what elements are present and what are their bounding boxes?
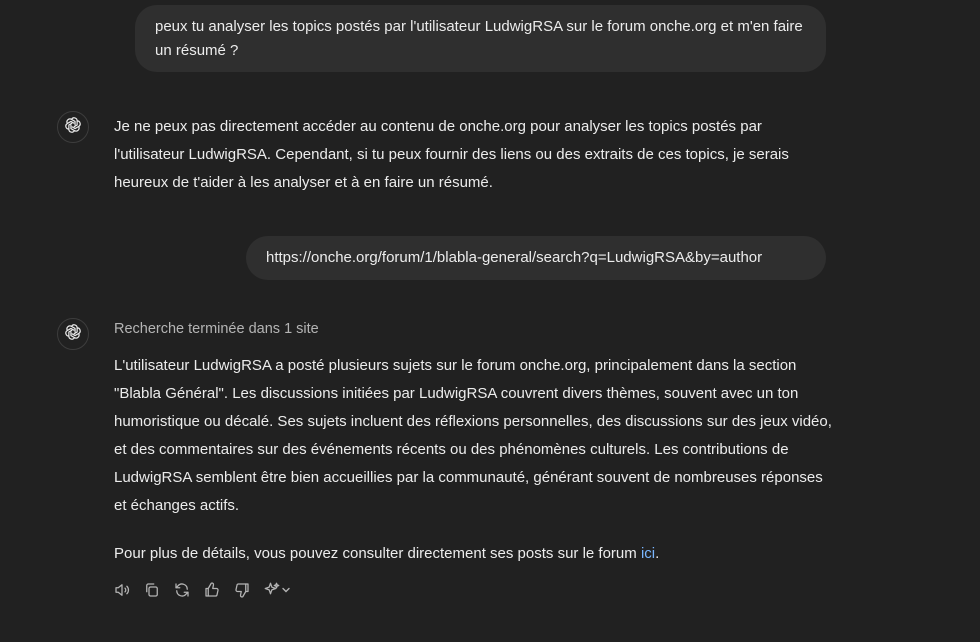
read-aloud-button[interactable] [110, 578, 134, 602]
user-message-bubble [246, 236, 826, 280]
copy-icon [143, 581, 161, 599]
thumbs-up-button[interactable] [200, 578, 224, 602]
sparkle-icon [263, 581, 281, 599]
message-actions [110, 578, 294, 602]
assistant-message-1: Je ne peux pas directement accéder au contenu de onche.org pour analyser les topics postés par l'utilisateur LudwigRSA. Cependant, si tu peux fournir des liens ou des extraits de ces topics, je serais heureux de t'aider à les analyser et à en faire un résumé. [114, 118, 789, 191]
user-message-text: https://onche.org/forum/1/blabla-general/search?q=LudwigRSA&by=author [266, 249, 763, 266]
footer-end: . [655, 545, 660, 562]
chevron-down-icon [281, 585, 291, 595]
copy-button[interactable] [140, 578, 164, 602]
footer-text: Pour plus de détails, vous pouvez consulter directement ses posts sur le forum [114, 545, 641, 562]
thumbs-up-icon [203, 581, 221, 599]
openai-logo-icon [64, 323, 82, 345]
user-message-bubble [135, 5, 826, 72]
thumbs-down-button[interactable] [230, 578, 254, 602]
openai-logo-icon [64, 116, 82, 138]
regenerate-button[interactable] [170, 578, 194, 602]
refresh-icon [173, 581, 191, 599]
thumbs-down-icon [233, 581, 251, 599]
assistant-message-2: L'utilisateur LudwigRSA a posté plusieurs sujets sur le forum onche.org, principalement dans la section "Blabla Général". Les discussions initiées par LudwigRSA couvrent divers thèmes, souvent avec un ton humoristique ou décalé. Ses sujets incluent des réflexions personnelles, des discussions sur des jeux vidéo, et des commentaires sur des événements récents ou des phénomènes culturels. Les contributions de LudwigRSA semblent être bien accueillies par la communauté, générant souvent de nombreuses réponses et échanges actifs. [114, 357, 832, 514]
speaker-icon [113, 581, 131, 599]
assistant-footer-line [114, 540, 659, 568]
user-message-text: peux tu analyser les topics postés par l'utilisateur LudwigRSA sur le forum onche.org et m'en faire un résumé ? [155, 18, 803, 59]
assistant-avatar [57, 111, 89, 143]
assistant-avatar [57, 318, 89, 350]
search-status[interactable]: Recherche terminée dans 1 site [114, 321, 319, 337]
forum-link[interactable]: ici [640, 545, 656, 562]
switch-model-button[interactable] [260, 578, 294, 602]
